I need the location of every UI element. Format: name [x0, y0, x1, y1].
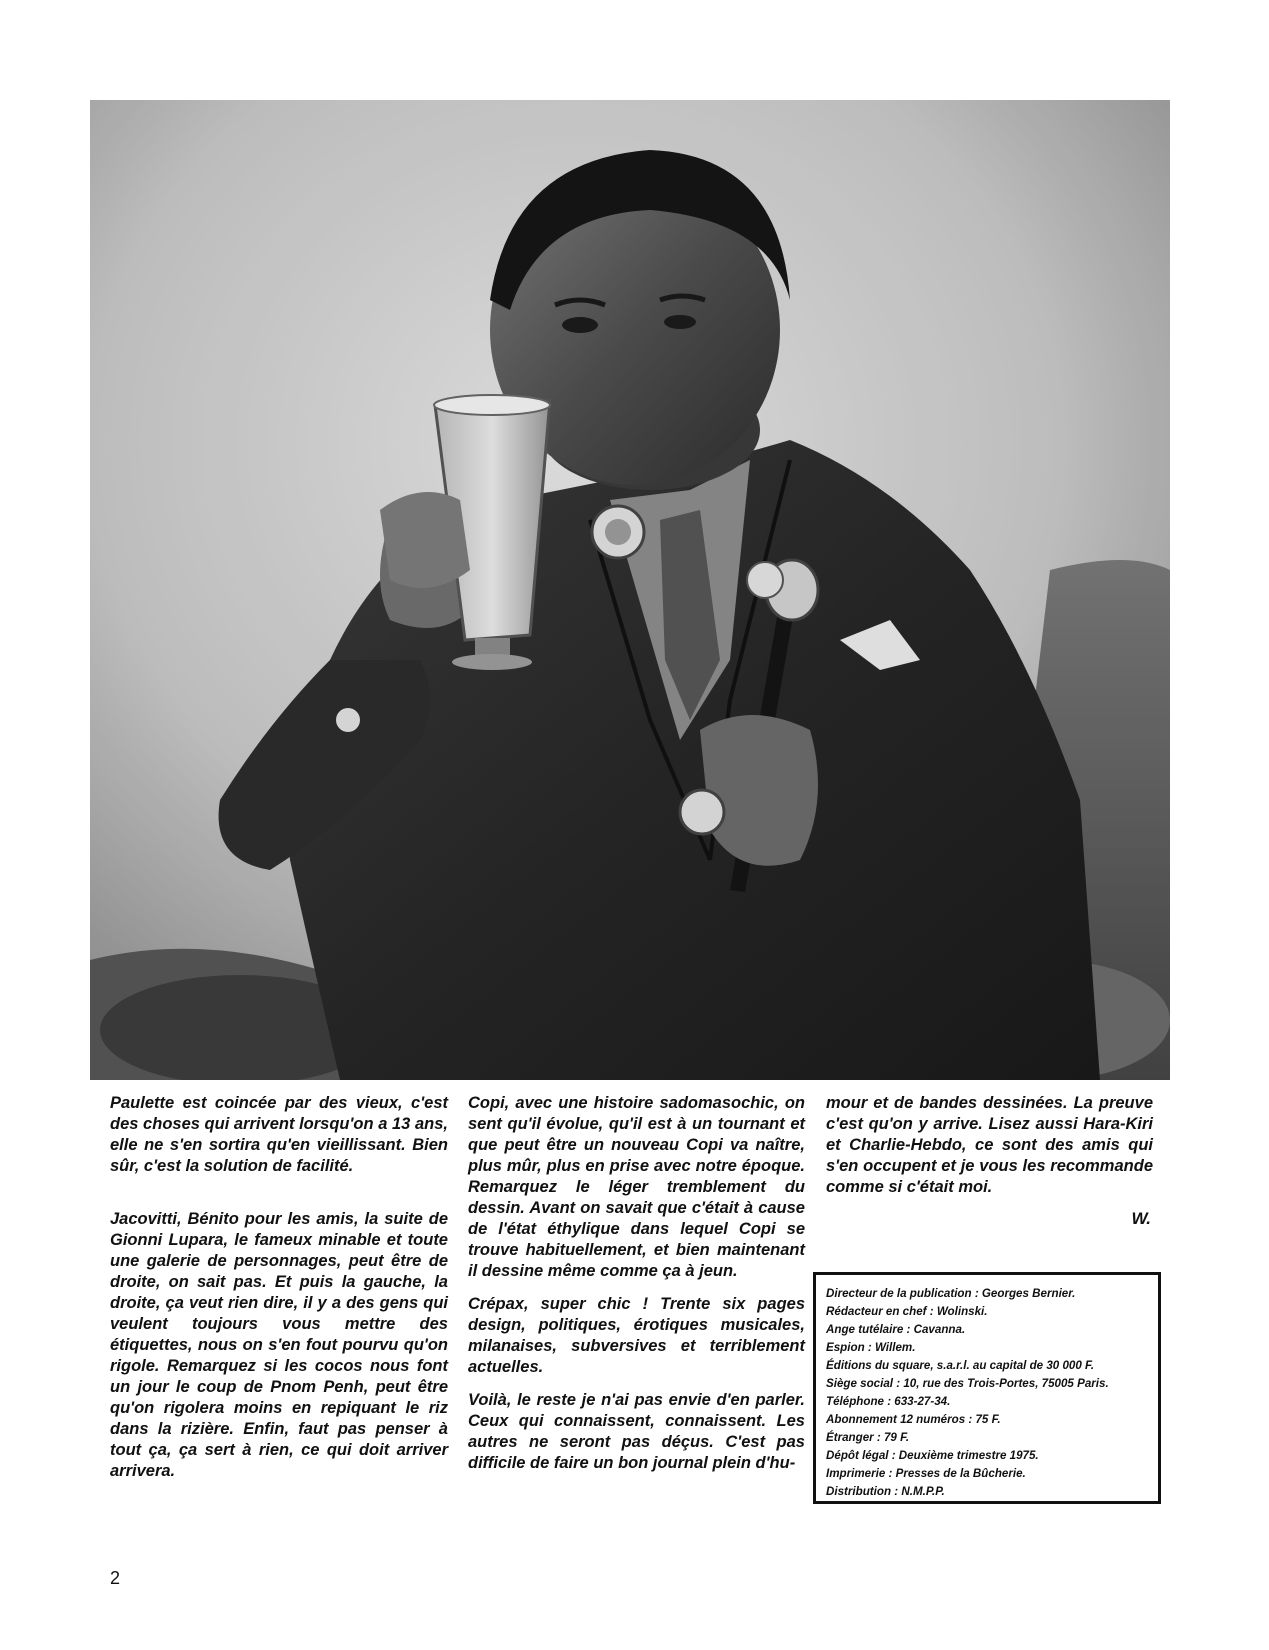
credit-editor-in-chief: Rédacteur en chef : Wolinski.	[826, 1305, 988, 1318]
paragraph-humour: mour et de bandes dessinées. La preuve c'est qu'on y arrive. Lisez aussi Hara-Kiri et Charlie-Hebdo, ce sont des amis qui s'en occupent et je vous les recommande comme si c'était moi.	[826, 1094, 1153, 1196]
paragraph-crepax: Crépax, super chic ! Trente six pages design, politiques, érotiques musicales, milanaises, subversives et terriblement actuelles.	[468, 1295, 805, 1376]
credit-legal-deposit: Dépôt légal : Deuxième trimestre 1975.	[826, 1449, 1039, 1462]
credit-head-office: Siège social : 10, rue des Trois-Portes, 75005 Paris.	[826, 1377, 1109, 1390]
article-column-2	[468, 1093, 805, 1486]
publication-credits-box	[813, 1272, 1161, 1504]
paragraph-jacovitti: Jacovitti, Bénito pour les amis, la suite de Gionni Lupara, le fameux minable et toute une galerie de personnages, peut être de droite, on sait pas. Et puis la gauche, la droite, ça veut rien dire, il y a des gens qui veulent toujours vous mettre des étiquettes, nous on s'en fout pourvu qu'on rigole. Remarquez si les cocos nous font un jour le coup de Pnom Penh, peut être qu'on rigolera moins en repiquant le riz dans la rizière. Enfin, faut pas penser à tout ça, ça sert à rien, ce qui doit arriver arrivera.	[110, 1210, 448, 1480]
paragraph-copi: Copi, avec une histoire sadomasochic, on sent qu'il évolue, qu'il est à un tournant et que peut être un nouveau Copi va naître, plus mûr, plus en prise avec notre époque. Remarquez le léger tremblement du dessin. Avant on savait que c'était à cause de l'état éthylique dans lequel Copi se trouve habituellement, et bien maintenant il dessine même comme ça à jeun.	[468, 1094, 805, 1280]
article-column-3	[826, 1093, 1153, 1229]
credit-spy: Espion : Willem.	[826, 1341, 916, 1354]
portrait-photo-illustration	[90, 100, 1170, 1080]
credit-guardian-angel: Ange tutélaire : Cavanna.	[826, 1323, 966, 1336]
paragraph-voila: Voilà, le reste je n'ai pas envie d'en parler. Ceux qui connaissent, connaissent. Les autres ne seront pas déçus. C'est pas difficile de faire un bon journal plein d'hu-	[468, 1391, 805, 1472]
article-column-1	[110, 1093, 448, 1494]
portrait-photo	[90, 100, 1170, 1080]
credit-director: Directeur de la publication : Georges Bernier.	[826, 1287, 1076, 1300]
page-number: 2	[110, 1568, 121, 1588]
credit-printer: Imprimerie : Presses de la Bûcherie.	[826, 1467, 1026, 1480]
credit-abroad: Étranger : 79 F.	[826, 1431, 910, 1444]
credit-publisher: Éditions du square, s.a.r.l. au capital de 30 000 F.	[826, 1359, 1095, 1372]
credit-telephone: Téléphone : 633-27-34.	[826, 1395, 951, 1408]
credit-subscription: Abonnement 12 numéros : 75 F.	[826, 1413, 1001, 1426]
credit-distribution: Distribution : N.M.P.P.	[826, 1485, 945, 1498]
author-signature: W.	[1131, 1209, 1151, 1228]
paragraph-paulette: Paulette est coincée par des vieux, c'est des choses qui arrivent lorsqu'on a 13 ans, elle ne s'en sortira qu'en vieillissant. Bien sûr, c'est la solution de facilité.	[110, 1094, 448, 1175]
